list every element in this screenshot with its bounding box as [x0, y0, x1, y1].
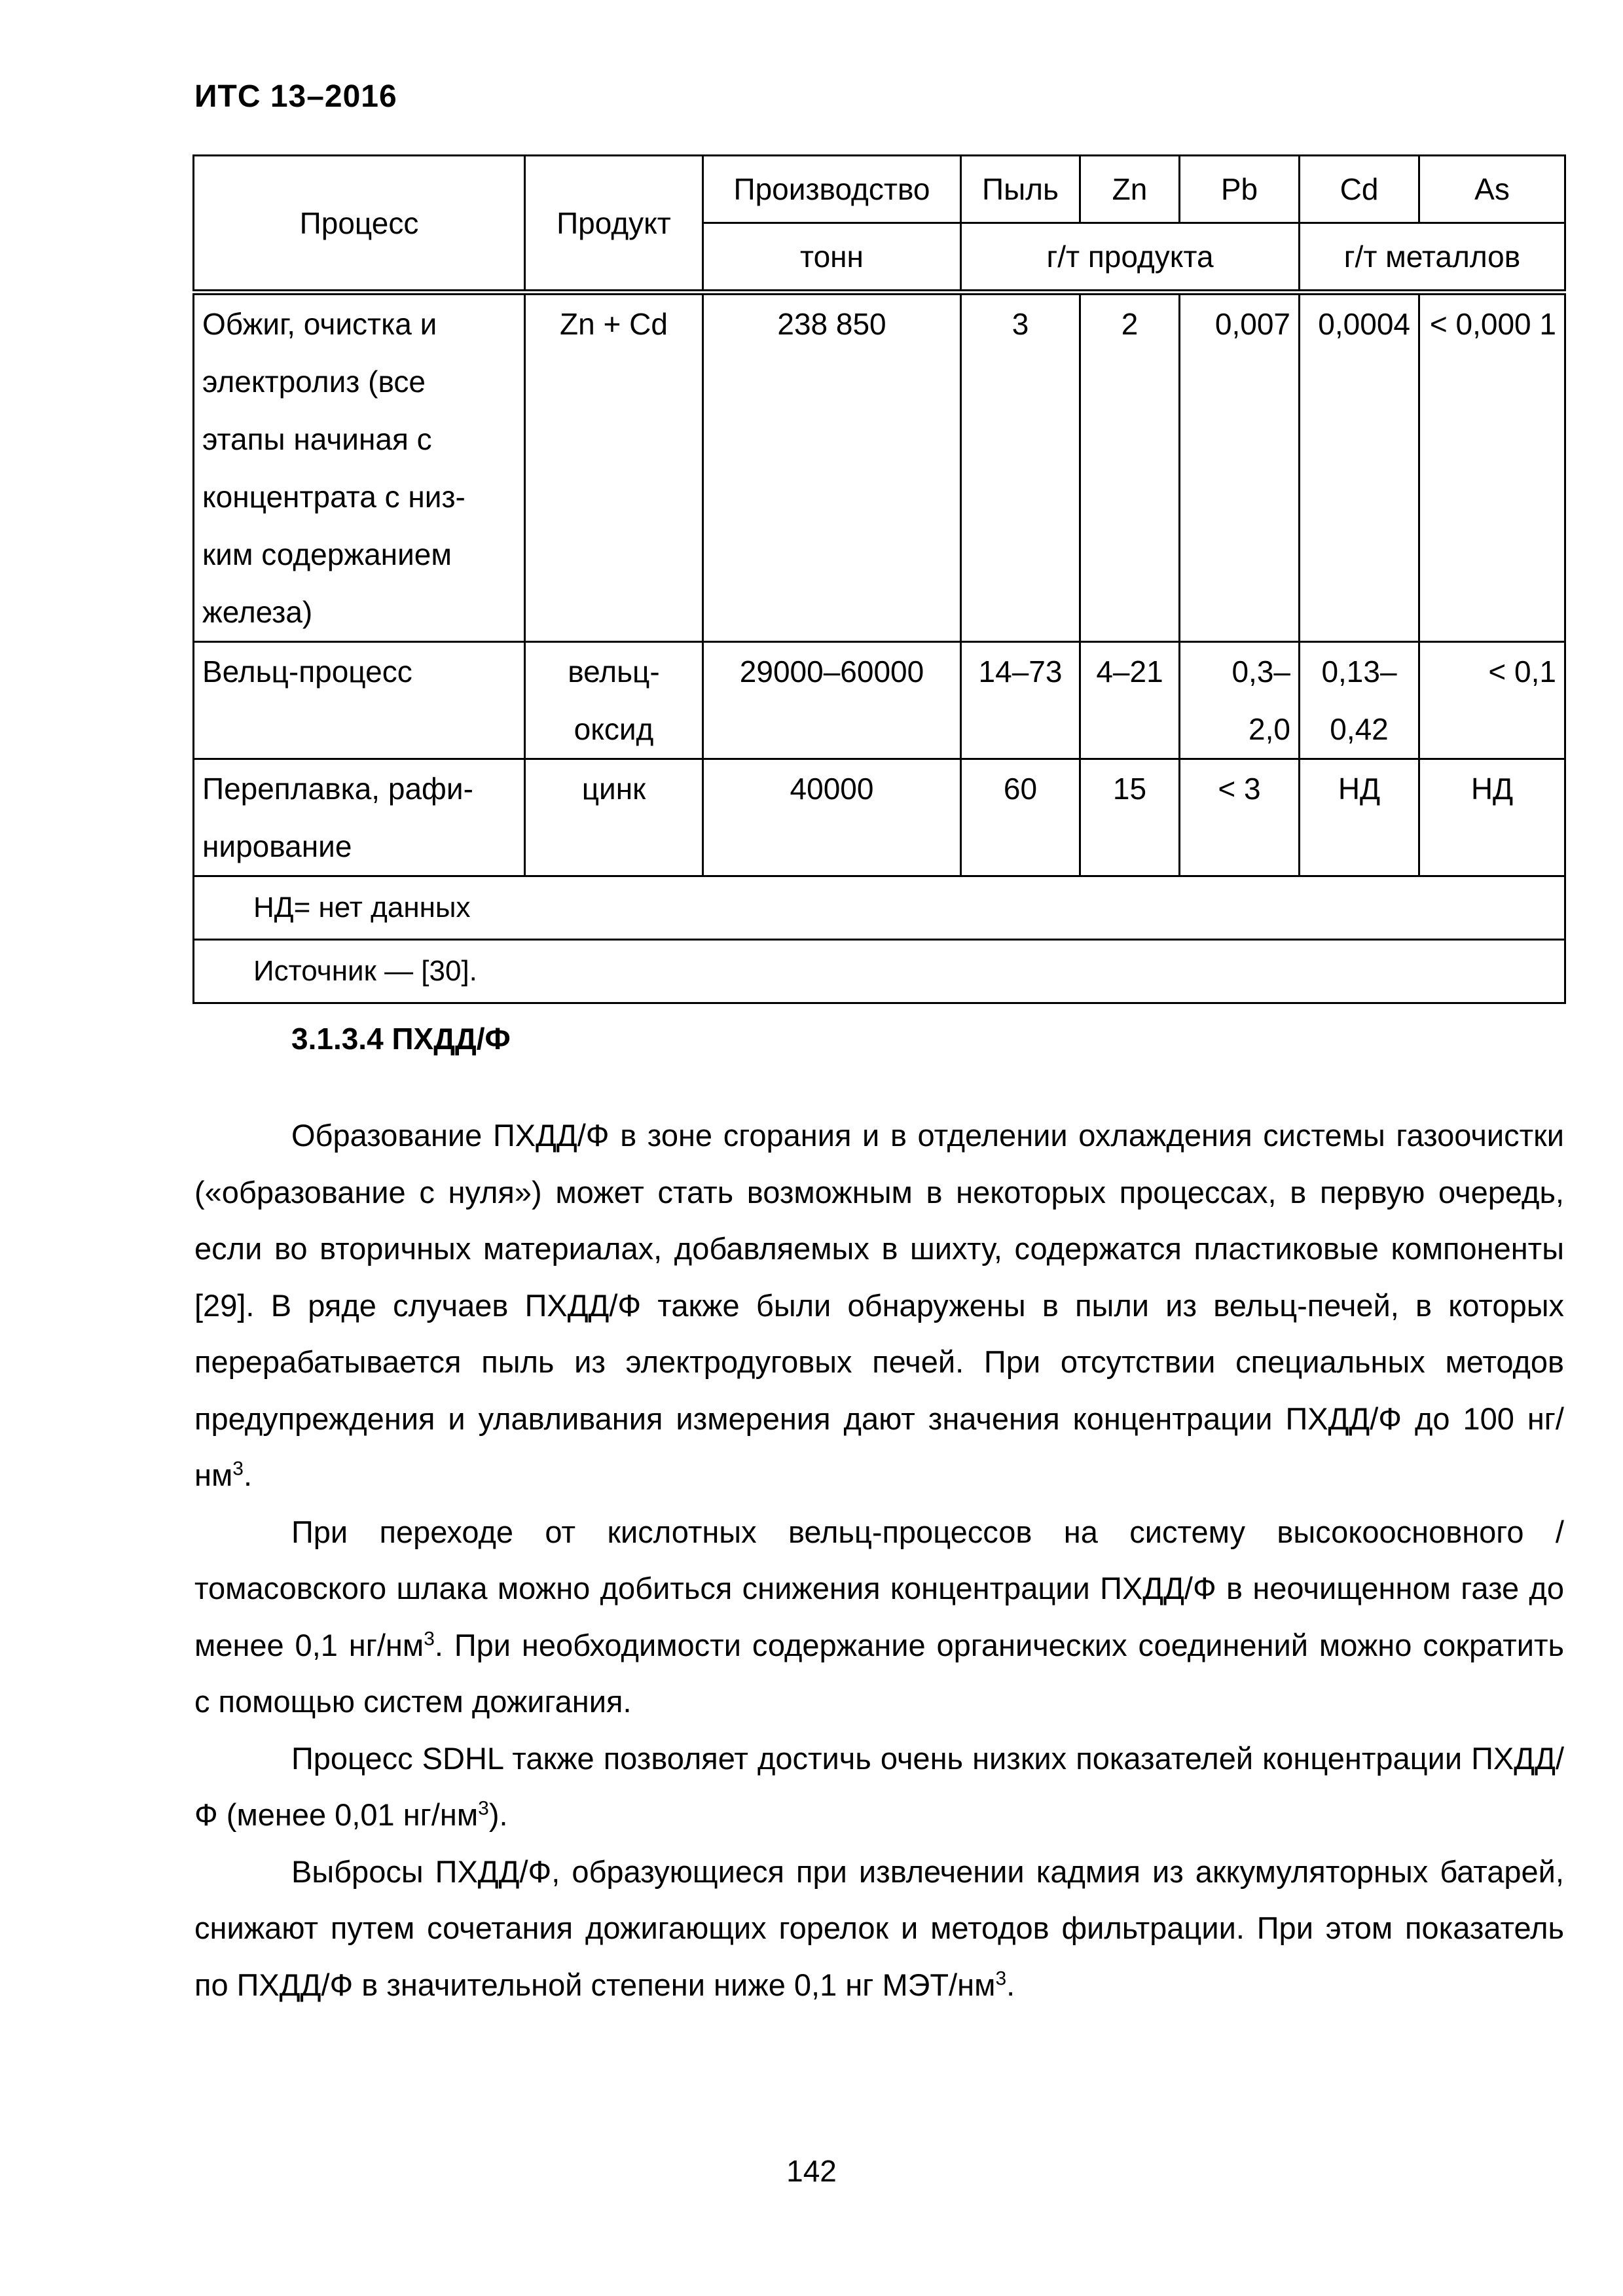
paragraph-text: ). — [488, 1797, 508, 1832]
cell-process: Переплавка, рафи-нирование — [194, 759, 525, 876]
unit-gt-metals: г/т металлов — [1300, 223, 1565, 293]
paragraph — [194, 1504, 1564, 1731]
page-number: 142 — [786, 2154, 837, 2188]
cell-product: цинк — [525, 759, 703, 876]
table-source-row — [194, 940, 1565, 1003]
cell-as: НД — [1419, 759, 1565, 876]
cell-cd: 0,0004 — [1300, 293, 1419, 642]
paragraph — [194, 1844, 1564, 2014]
cell-production: 238 850 — [703, 293, 961, 642]
document-code: ИТС 13–2016 — [194, 79, 397, 114]
paragraph — [194, 1107, 1564, 1504]
cell-production: 40000 — [703, 759, 961, 876]
cell-pb: 0,007 — [1180, 293, 1300, 642]
table-row — [194, 642, 1565, 759]
superscript: 3 — [424, 1627, 435, 1649]
cell-zn: 2 — [1080, 293, 1180, 642]
table-source: Источник — [30]. — [194, 940, 1565, 1003]
cell-production: 29000–60000 — [703, 642, 961, 759]
paragraph-text: При переходе от кислотных вельц-процессов на систему высокоосновного /томасовского шлака можно добиться снижения концентрации ПХДД/Ф в неочищенном газе до менее 0,1 нг/нм — [194, 1514, 1564, 1662]
col-header-dust: Пыль — [961, 156, 1080, 223]
cell-dust: 60 — [961, 759, 1080, 876]
col-header-as: As — [1419, 156, 1565, 223]
cell-cd: НД — [1300, 759, 1419, 876]
table-row — [194, 759, 1565, 876]
paragraph-text: Образование ПХДД/Ф в зоне сгорания и в отделении охлаждения системы газоочистки («образование с нуля») может стать возможным в некоторых процессах, в первую очередь, если во вторичных материалах, добавляемых в шихту, содержатся пластиковые компоненты [29]. В ряде случаев ПХДД/Ф также были обнаружены в пыли из вельц-печей, в которых перерабатывается пыль из электродуговых печей. При отсутствии специальных методов предупреждения и улавливания измерения дают значения концентрации ПХДД/Ф до 100 нг/нм — [194, 1118, 1564, 1492]
col-header-zn: Zn — [1080, 156, 1180, 223]
col-header-process: Процесс — [194, 156, 525, 293]
cell-product: вельц-оксид — [525, 642, 703, 759]
paragraph — [194, 1731, 1564, 1844]
cell-as: < 0,1 — [1419, 642, 1565, 759]
cell-zn: 4–21 — [1080, 642, 1180, 759]
superscript: 3 — [478, 1797, 489, 1820]
table-note-row — [194, 876, 1565, 940]
cell-process: Обжиг, очистка и электролиз (все этапы начиная с концентрата с низ-ким содержанием железа) — [194, 293, 525, 642]
table-row — [194, 293, 1565, 642]
emissions-table — [192, 154, 1566, 1004]
cell-product: Zn + Cd — [525, 293, 703, 642]
cell-process: Вельц-процесс — [194, 642, 525, 759]
punctuation: . — [243, 1458, 253, 1492]
col-header-product: Продукт — [525, 156, 703, 293]
col-header-production: Производство — [703, 156, 961, 223]
note-nd: НД= нет данных — [194, 876, 1565, 940]
unit-gt-product: г/т продукта — [961, 223, 1300, 293]
cell-pb: < 3 — [1180, 759, 1300, 876]
superscript: 3 — [232, 1458, 244, 1480]
paragraph-text: Выбросы ПХДД/Ф, образующиеся при извлечении кадмия из аккумуляторных батарей, снижают путем сочетания дожигающих горелок и методов фильтрации. При этом показатель по ПХДД/Ф в значительной степени ниже 0,1 нг МЭТ/нм — [194, 1854, 1564, 2002]
paragraph-text: Процесс SDHL также позволяет достичь очень низких показателей концентрации ПХДД/Ф (менее 0,01 нг/нм — [194, 1740, 1564, 1832]
paragraph-text: . При необходимости содержание органических соединений можно сократить с помощью систем дожигания. — [194, 1627, 1564, 1719]
section-heading: 3.1.3.4 ПХДД/Ф — [291, 1022, 511, 1056]
cell-dust: 14–73 — [961, 642, 1080, 759]
table-header-row — [194, 156, 1565, 223]
punctuation: . — [1006, 1967, 1015, 2002]
cell-as: < 0,000 1 — [1419, 293, 1565, 642]
cell-dust: 3 — [961, 293, 1080, 642]
cell-zn: 15 — [1080, 759, 1180, 876]
body-text — [194, 1107, 1564, 2013]
cell-cd: 0,13– 0,42 — [1300, 642, 1419, 759]
col-header-pb: Pb — [1180, 156, 1300, 223]
unit-tonnes: тонн — [703, 223, 961, 293]
cell-pb: 0,3– 2,0 — [1180, 642, 1300, 759]
col-header-cd: Cd — [1300, 156, 1419, 223]
superscript: 3 — [995, 1967, 1007, 1989]
